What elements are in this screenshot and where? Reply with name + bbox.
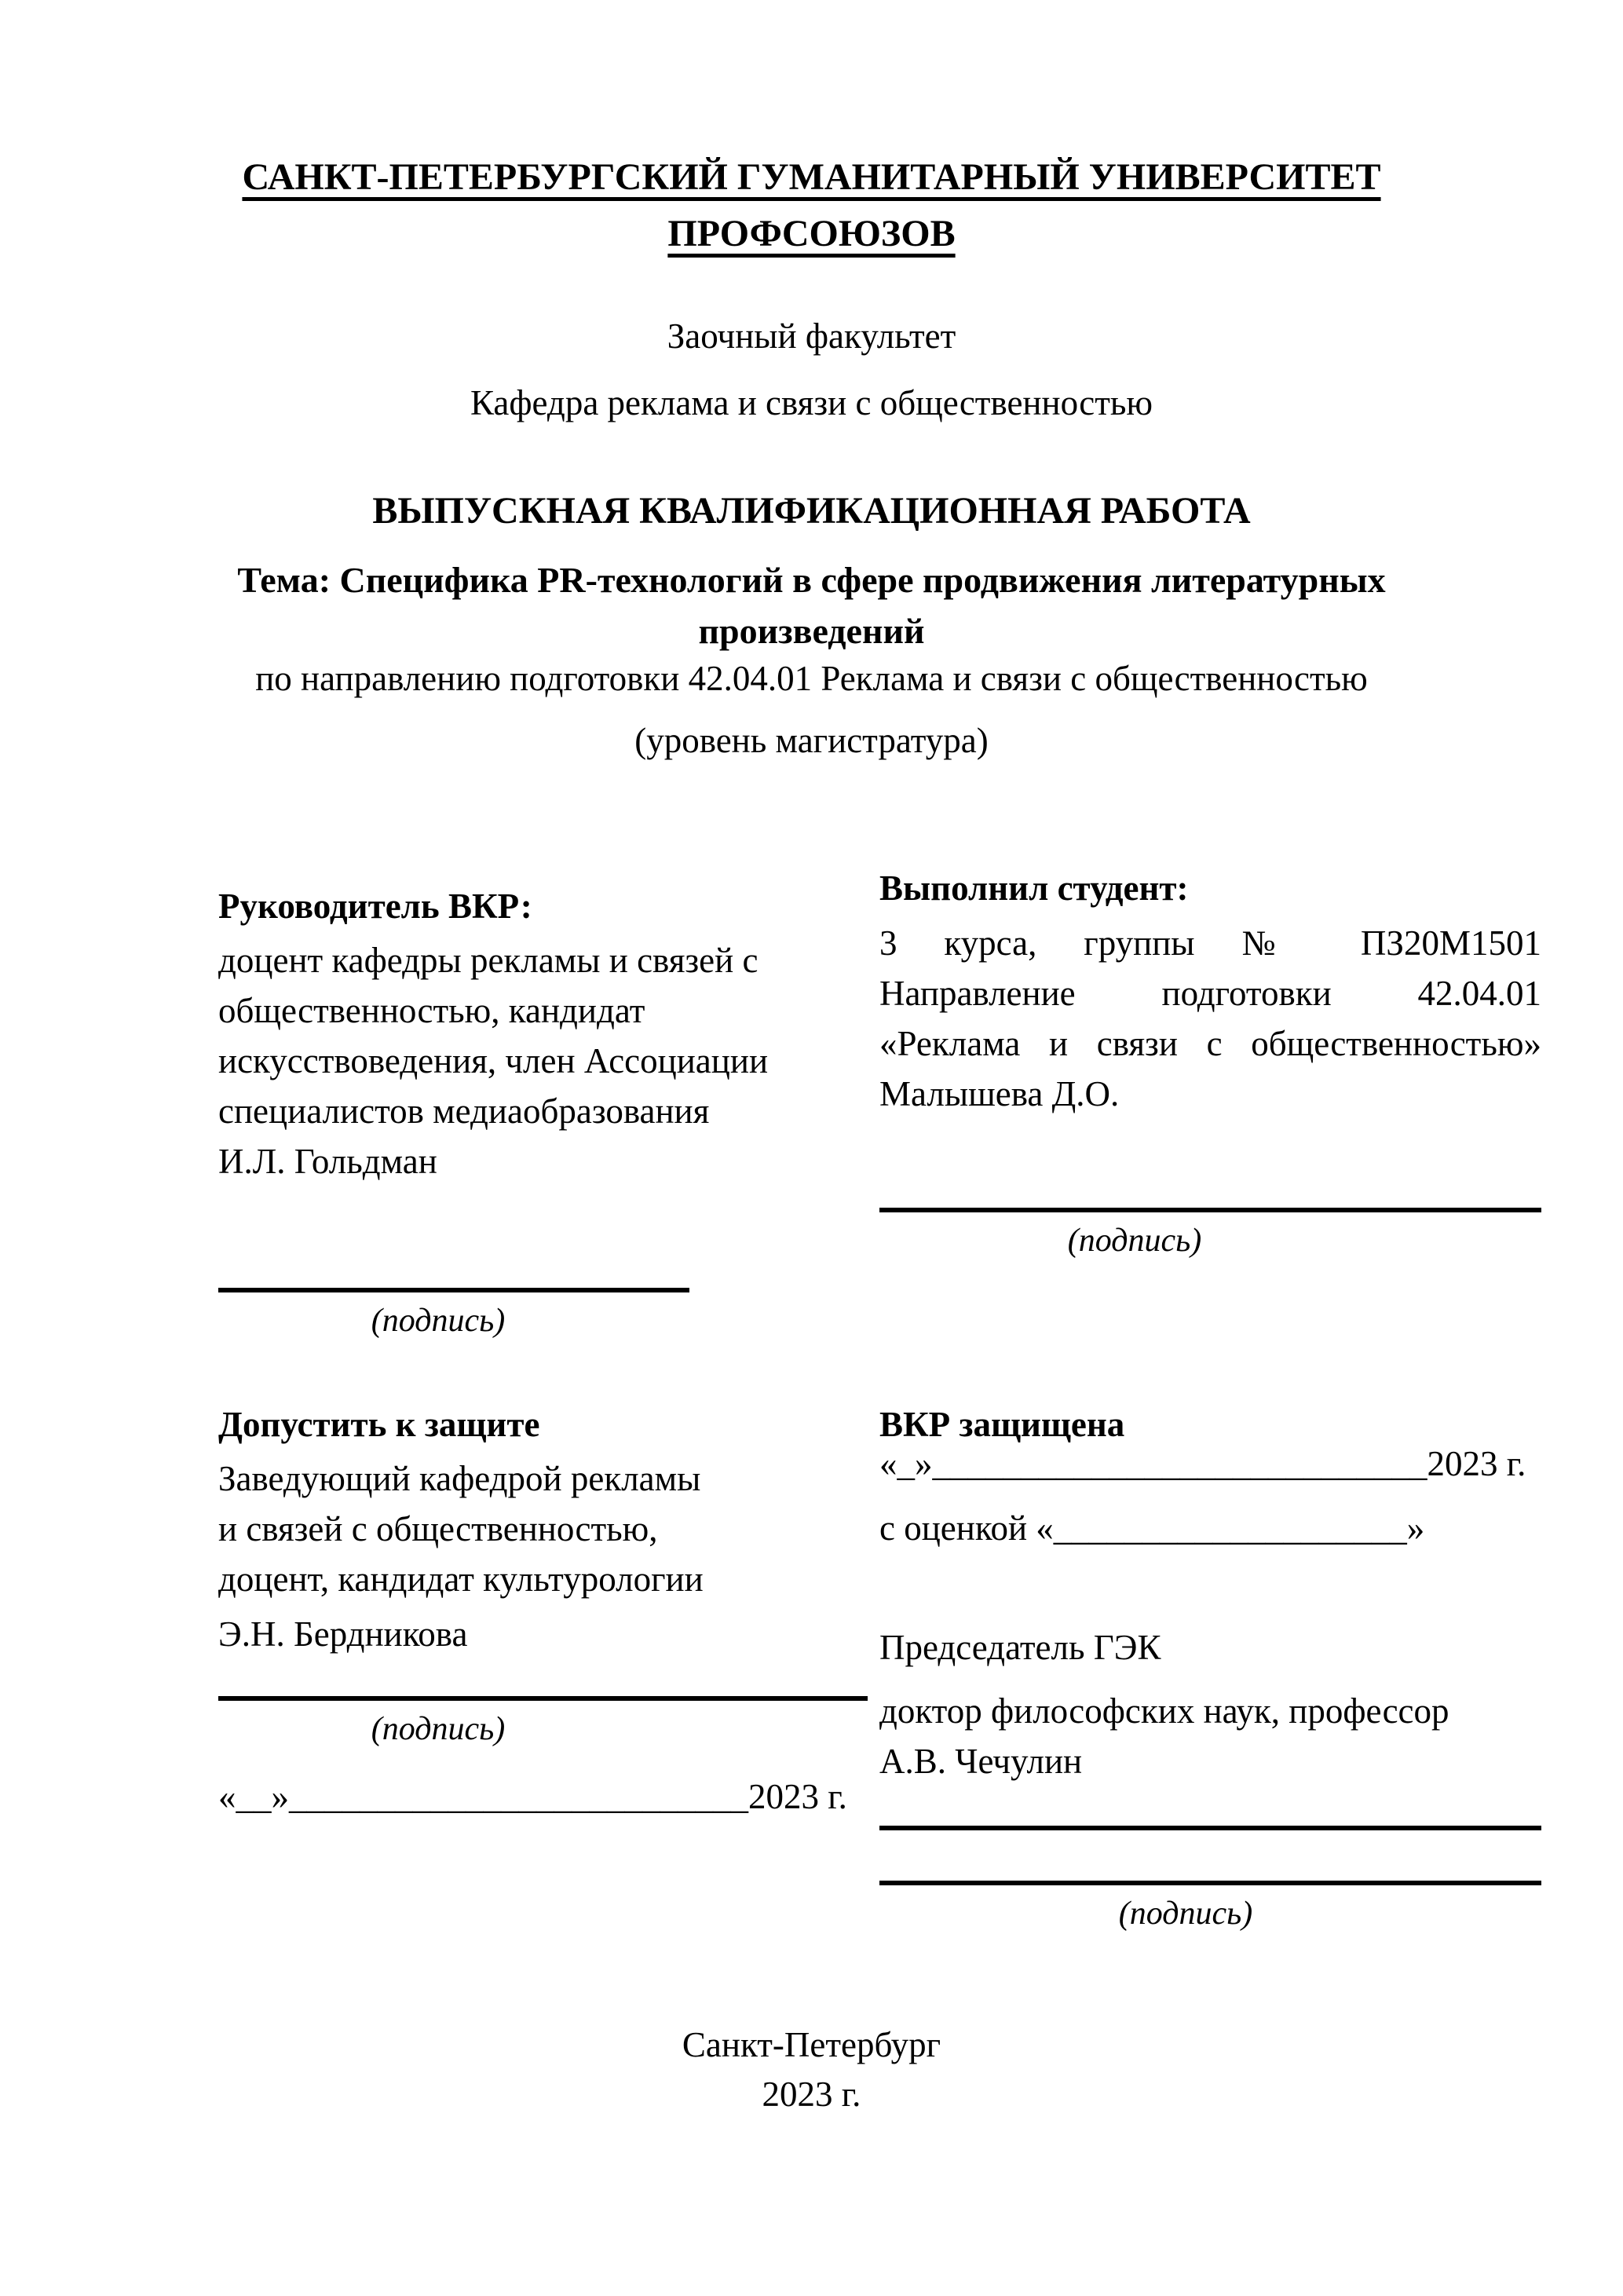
supervisor-line: доцент кафедры рекламы и связей с bbox=[218, 941, 758, 980]
student-line: 3 курса, группы № ПЗ20М1501 bbox=[879, 923, 1541, 963]
supervisor-line: искусствоведения, член Ассоциации bbox=[218, 1040, 769, 1080]
supervisor-signature-line bbox=[218, 1288, 689, 1292]
student-line: Направление подготовки 42.04.01 bbox=[879, 973, 1541, 1013]
admission-name: Э.Н. Бердникова bbox=[218, 1614, 468, 1654]
chairman-name: А.В. Чечулин bbox=[879, 1741, 1083, 1781]
university-name-line2: ПРОФСОЮЗОВ bbox=[667, 213, 956, 254]
supervisor-line: специалистов медиаобразования bbox=[218, 1091, 710, 1131]
supervisor-name: И.Л. Гольдман bbox=[218, 1141, 437, 1181]
supervisor-line: общественностью, кандидат bbox=[218, 990, 645, 1030]
admission-line: и связей с общественностью, bbox=[218, 1508, 658, 1548]
supervisor-description bbox=[218, 936, 846, 1186]
faculty-line: Заочный факультет bbox=[667, 316, 956, 356]
student-signature-line bbox=[879, 1208, 1541, 1212]
admission-line: Заведующий кафедрой рекламы bbox=[218, 1459, 701, 1498]
student-name: Малышева Д.О. bbox=[879, 1073, 1120, 1113]
chairman-signature-line-2 bbox=[879, 1881, 1541, 1885]
admission-line: доцент, кандидат культурологии bbox=[218, 1559, 704, 1599]
admission-signature-caption: (подпись) bbox=[371, 1711, 506, 1747]
student-signature-caption: (подпись) bbox=[1067, 1223, 1202, 1259]
university-name-line1: САНКТ-ПЕТЕРБУРГСКИЙ ГУМАНИТАРНЫЙ УНИВЕРСИТЕТ bbox=[242, 156, 1381, 198]
supervisor-heading: Руководитель ВКР: bbox=[218, 887, 532, 926]
level-line: (уровень магистратура) bbox=[634, 721, 989, 760]
supervisor-signature-caption: (подпись) bbox=[371, 1303, 506, 1339]
student-heading: Выполнил студент: bbox=[879, 868, 1189, 908]
defense-date-blank: «_»____________________________2023 г. bbox=[879, 1444, 1526, 1483]
university-name bbox=[82, 149, 1541, 262]
department-line: Кафедра реклама и связи с общественностью bbox=[470, 383, 1153, 422]
chairman-signature-line-1 bbox=[879, 1826, 1541, 1830]
footer-city: Санкт-Петербург bbox=[682, 2025, 941, 2064]
direction-line: по направлению подготовки 42.04.01 Реклама и связи с общественностью bbox=[255, 659, 1368, 698]
admission-description bbox=[218, 1454, 846, 1605]
chairman-signature-caption: (подпись) bbox=[1118, 1896, 1253, 1932]
defense-heading: ВКР защищена bbox=[879, 1405, 1125, 1444]
admission-heading: Допустить к защите bbox=[218, 1405, 540, 1444]
chairman-degree: доктор философских наук, профессор bbox=[879, 1691, 1449, 1731]
student-description bbox=[879, 919, 1541, 1120]
chairman-title: Председатель ГЭК bbox=[879, 1628, 1161, 1667]
footer-year: 2023 г. bbox=[762, 2075, 861, 2114]
admission-date-blank: «__»__________________________2023 г. bbox=[218, 1777, 847, 1816]
chairman-description bbox=[879, 1687, 1541, 1787]
work-type-title: ВЫПУСКНАЯ КВАЛИФИКАЦИОННАЯ РАБОТА bbox=[372, 490, 1251, 532]
admission-signature-line bbox=[218, 1696, 868, 1701]
defense-grade-blank: с оценкой «____________________» bbox=[879, 1508, 1425, 1548]
student-line: «Реклама и связи с общественностью» bbox=[879, 1023, 1541, 1063]
theme-title: Тема: Специфика PR-технологий в сфере продвижения литературных произведений bbox=[237, 560, 1386, 652]
